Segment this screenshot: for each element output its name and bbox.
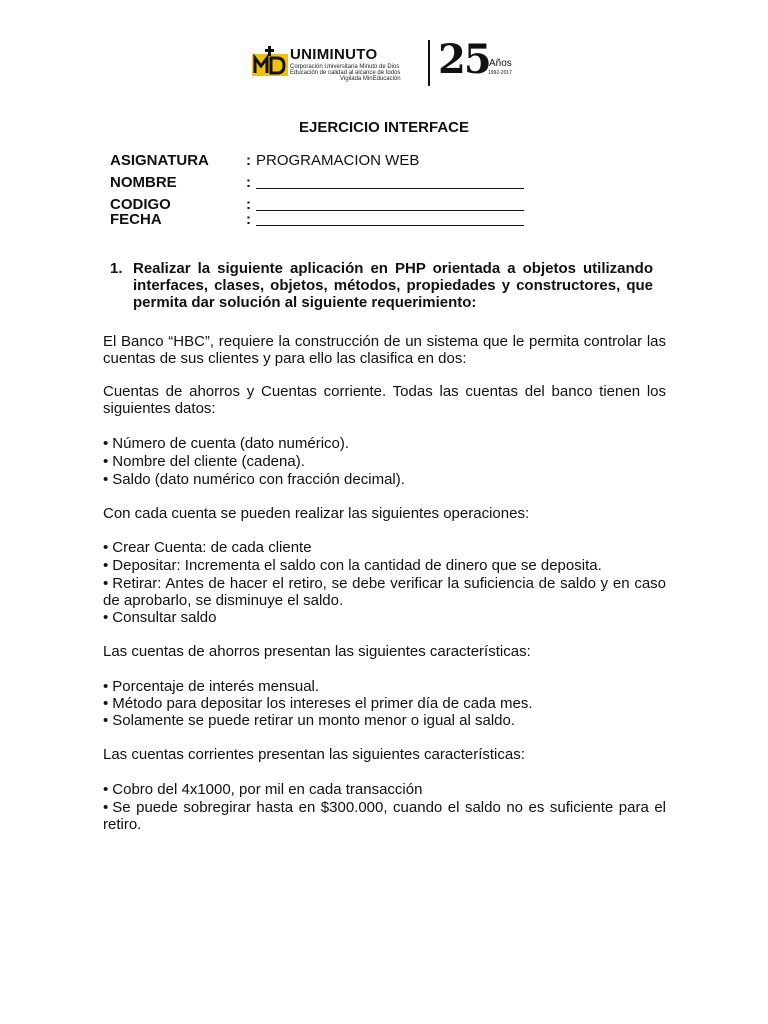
list-item: • Saldo (dato numérico con fracción decimal).	[103, 471, 405, 488]
anniversary-years: 1992-2017	[488, 70, 512, 76]
page-title: EJERCICIO INTERFACE	[298, 119, 470, 136]
bullet-icon: •	[103, 575, 109, 592]
codigo-colon: :	[246, 196, 251, 213]
bullet-icon: •	[103, 781, 109, 798]
paragraph-intro: El Banco “HBC”, requiere la construcción de un sistema que le permita controlar las cuentas de sus clientes y para ello las clasifica en dos:	[103, 333, 666, 367]
asignatura-label: ASIGNATURA	[110, 152, 209, 169]
list-item: • Se puede sobregirar hasta en $300.000, cuando el saldo no es suficiente para el retiro.	[103, 799, 666, 833]
item-number: 1.	[110, 260, 123, 277]
anniversary-number: 25	[438, 36, 490, 83]
bullet-icon: •	[103, 471, 109, 488]
codigo-label: CODIGO	[110, 196, 171, 213]
item-instruction: Realizar la siguiente aplicación en PHP orientada a objetos utilizando interfaces, clases, objetos, métodos, propiedades y constructores, que permita dar solución al siguiente requerimiento:	[133, 260, 653, 311]
asignatura-colon: :	[246, 152, 251, 169]
list-item: • Consultar saldo	[103, 609, 217, 626]
nombre-label: NOMBRE	[110, 174, 177, 191]
list-item: • Nombre del cliente (cadena).	[103, 453, 305, 470]
bullet-icon: •	[103, 435, 109, 452]
bullet-icon: •	[103, 557, 109, 574]
list-item: • Porcentaje de interés mensual.	[103, 678, 320, 695]
fecha-label: FECHA	[110, 211, 162, 228]
list-item: • Retirar: Antes de hacer el retiro, se debe verificar la suficiencia de saldo y en caso de aprobarlo, se disminuye el saldo.	[103, 575, 666, 609]
logo-name: UNIMINUTO	[290, 46, 378, 63]
nombre-field-line	[256, 188, 524, 189]
paragraph-accounts: Cuentas de ahorros y Cuentas corriente. Todas las cuentas del banco tienen los siguientes datos:	[103, 383, 666, 417]
uniminuto-logo-icon	[252, 46, 288, 78]
logo-subtitle: Corporación Universitaria Minuto de Dios	[290, 64, 400, 70]
anniversary-word: Años	[489, 58, 512, 69]
bullet-icon: •	[103, 678, 109, 695]
bullet-icon: •	[103, 539, 109, 556]
list-item: • Cobro del 4x1000, por mil en cada transacción	[103, 781, 423, 798]
list-item: • Depositar: Incrementa el saldo con la cantidad de dinero que se deposita.	[103, 557, 602, 574]
list-item: • Número de cuenta (dato numérico).	[103, 435, 350, 452]
bullet-icon: •	[103, 609, 109, 626]
nombre-colon: :	[246, 174, 251, 191]
bullet-icon: •	[103, 695, 109, 712]
fecha-field-line	[256, 225, 524, 226]
paragraph-checking: Las cuentas corrientes presentan las siguientes características:	[103, 746, 525, 763]
bullet-icon: •	[103, 712, 109, 729]
fecha-colon: :	[246, 211, 251, 228]
codigo-field-line	[256, 210, 524, 211]
list-item: • Crear Cuenta: de cada cliente	[103, 539, 312, 556]
list-item: • Solamente se puede retirar un monto menor o igual al saldo.	[103, 712, 516, 729]
bullet-icon: •	[103, 799, 109, 816]
list-item: • Método para depositar los intereses el primer día de cada mes.	[103, 695, 533, 712]
header-logo	[252, 36, 532, 86]
bullet-icon: •	[103, 453, 109, 470]
paragraph-operations: Con cada cuenta se pueden realizar las siguientes operaciones:	[103, 505, 530, 522]
paragraph-savings: Las cuentas de ahorros presentan las siguientes características:	[103, 643, 531, 660]
asignatura-value: PROGRAMACION WEB	[256, 152, 420, 169]
logo-divider	[428, 40, 430, 86]
logo-vigilada: Vigilada MinEducación	[340, 76, 401, 82]
logo-slogan: Educación de calidad al alcance de todos	[290, 70, 401, 76]
